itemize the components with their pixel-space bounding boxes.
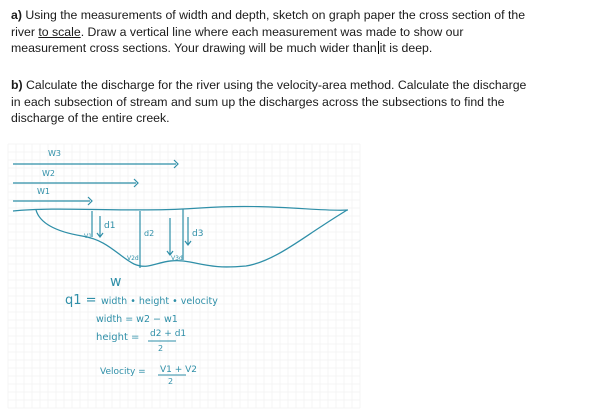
height-label: height = [96,332,140,343]
part-b-line-2: in each subsection of stream and sum up the discharges across the subsections to find the [11,94,505,109]
v1-label: V1 [84,233,92,240]
w2-label: W2 [42,169,55,178]
width-measure-lines [13,160,178,205]
q1-lhs: q1 = [65,293,97,308]
velocity-numerator: V1 + V2 [160,365,198,375]
width-equation: width = w2 − w1 [96,314,178,325]
part-b-line-1: b) Calculate the discharge for the river using the velocity-area method. Calculate the discharge [11,78,527,92]
d2-label: d2 [144,229,155,238]
q1-rhs: width • height • velocity [101,296,218,307]
v3-depth-label: V3d [171,255,183,262]
height-denominator: 2 [158,344,164,353]
to-scale-underlined: to scale [38,24,81,39]
handwritten-cross-section-sketch [0,136,590,418]
section-symbol: w [110,274,122,290]
velocity-denominator: 2 [168,377,174,386]
d3-label: d3 [192,229,204,239]
question-part-a [11,7,581,57]
part-a-label: a) [11,8,22,22]
w3-label: W3 [48,149,61,158]
w1-label: W1 [37,187,50,196]
d1-label: d1 [104,221,116,231]
v2-depth-label: V2d [127,255,139,262]
part-b-label: b) [11,78,23,92]
question-part-b [11,77,581,127]
w3-line [13,160,178,168]
part-a-line-1: a) Using the measurements of width and depth, sketch on graph paper the cross section of the [11,8,526,22]
height-numerator: d2 + d1 [150,329,187,339]
width-labels [37,149,61,196]
text-cursor [378,41,379,54]
depth-arrow-3 [185,217,191,245]
part-a-line-3: measurement cross sections. Your drawing will be much wider than it is deep. [11,41,433,55]
velocity-label: Velocity = [100,367,146,377]
part-b-line-3: discharge of the entire creek. [11,111,170,125]
part-a-line-2: river to scale. Draw a vertical line where each measurement was made to show our [11,24,464,39]
water-surface-line [13,206,348,211]
depth-arrow-1 [97,216,103,237]
